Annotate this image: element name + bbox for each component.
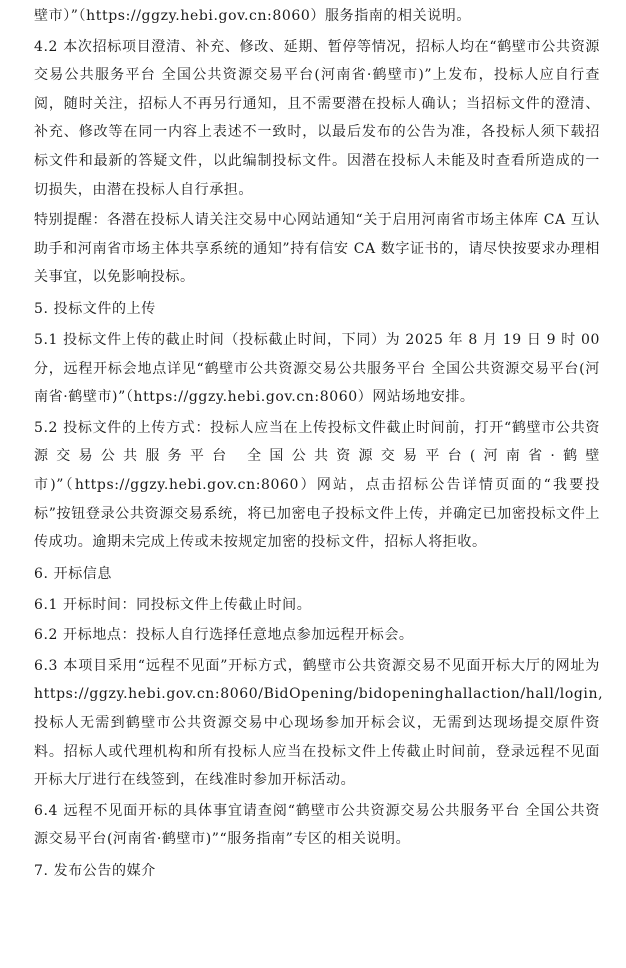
section-heading-5: 5. 投标文件的上传: [34, 300, 156, 317]
paragraph-6-3-remote-opening: 6.3 本项目采用“远程不见面”开标方式，鹤壁市公共资源交易不见面开标大厅的网址为https://ggzy.hebi.gov.cn:8060/BidOpening/bidopeninghallaction/hall/login,投标人无需到鹤壁市公共资源交易中心现场参加开标会议，无需到达现场提交原件资料。招标人或代理机构和所有投标人应当在投标文件上传截止时间前，登录远程不见面开标大厅进行在线签到，在线准时参加开标活动。: [34, 657, 604, 789]
paragraph-6-1-opening-time: 6.1 开标时间：同投标文件上传截止时间。: [34, 596, 312, 613]
section-heading-7: 7. 发布公告的媒介: [34, 863, 156, 880]
paragraph-5-1-deadline: 5.1 投标文件上传的截止时间（投标截止时间，下同）为 2025 年 8 月 19 日 9 时 00 分，远程开标会地点详见“鹤壁市公共资源交易公共服务平台 全国公共资源交易平台(河南省·鹤壁市)”（https://ggzy.hebi.gov.cn:8060）网站场地安排。: [34, 331, 600, 406]
paragraph-6-2-opening-location: 6.2 开标地点：投标人自行选择任意地点参加远程开标会。: [34, 627, 414, 644]
paragraph-special-reminder: 特别提醒：各潜在投标人请关注交易中心网站通知“关于启用河南省市场主体库 CA 互认助手和河南省市场主体共享系统的通知”持有信安 CA 数字证书的，请尽快按要求办理相关事宜，以免影响投标。: [34, 212, 600, 286]
paragraph-service-guide-continuation: 壁市）”（https://ggzy.hebi.gov.cn:8060）服务指南的相关说明。: [34, 8, 472, 24]
paragraph-5-2-upload-method: 5.2 投标文件的上传方式：投标人应当在上传投标文件截止时间前，打开“鹤壁市公共资源交易公共服务平台 全国公共资源交易平台(河南省·鹤壁市)”（https://ggzy.hebi.gov.cn:8060）网站，点击招标公告详情页面的“我要投标”按钮登录公共资源交易系统，将已加密电子投标文件上传，并确定已加密投标文件上传成功。逾期未完成上传或未按规定加密的投标文件，招标人将拒收。: [34, 419, 600, 551]
section-heading-6: 6. 开标信息: [34, 565, 113, 582]
paragraph-6-4-remote-details: 6.4 远程不见面开标的具体事宜请查阅“鹤壁市公共资源交易公共服务平台 全国公共资源交易平台(河南省·鹤壁市)”“服务指南”专区的相关说明。: [34, 802, 600, 848]
paragraph-4-2-clarification: 4.2 本次招标项目澄清、补充、修改、延期、暂停等情况，招标人均在“鹤壁市公共资源交易公共服务平台 全国公共资源交易平台(河南省·鹤壁市)”上发布，投标人应自行查阅，随时关注，招标人不再另行通知，且不需要潜在投标人确认；当招标文件的澄清、补充、修改等在同一内容上表述不一致时，以最后发布的公告为准，各投标人须下载招标文件和最新的答疑文件，以此编制投标文件。因潜在投标人未能及时查看所造成的一切损失，由潜在投标人自行承担。: [34, 38, 600, 198]
